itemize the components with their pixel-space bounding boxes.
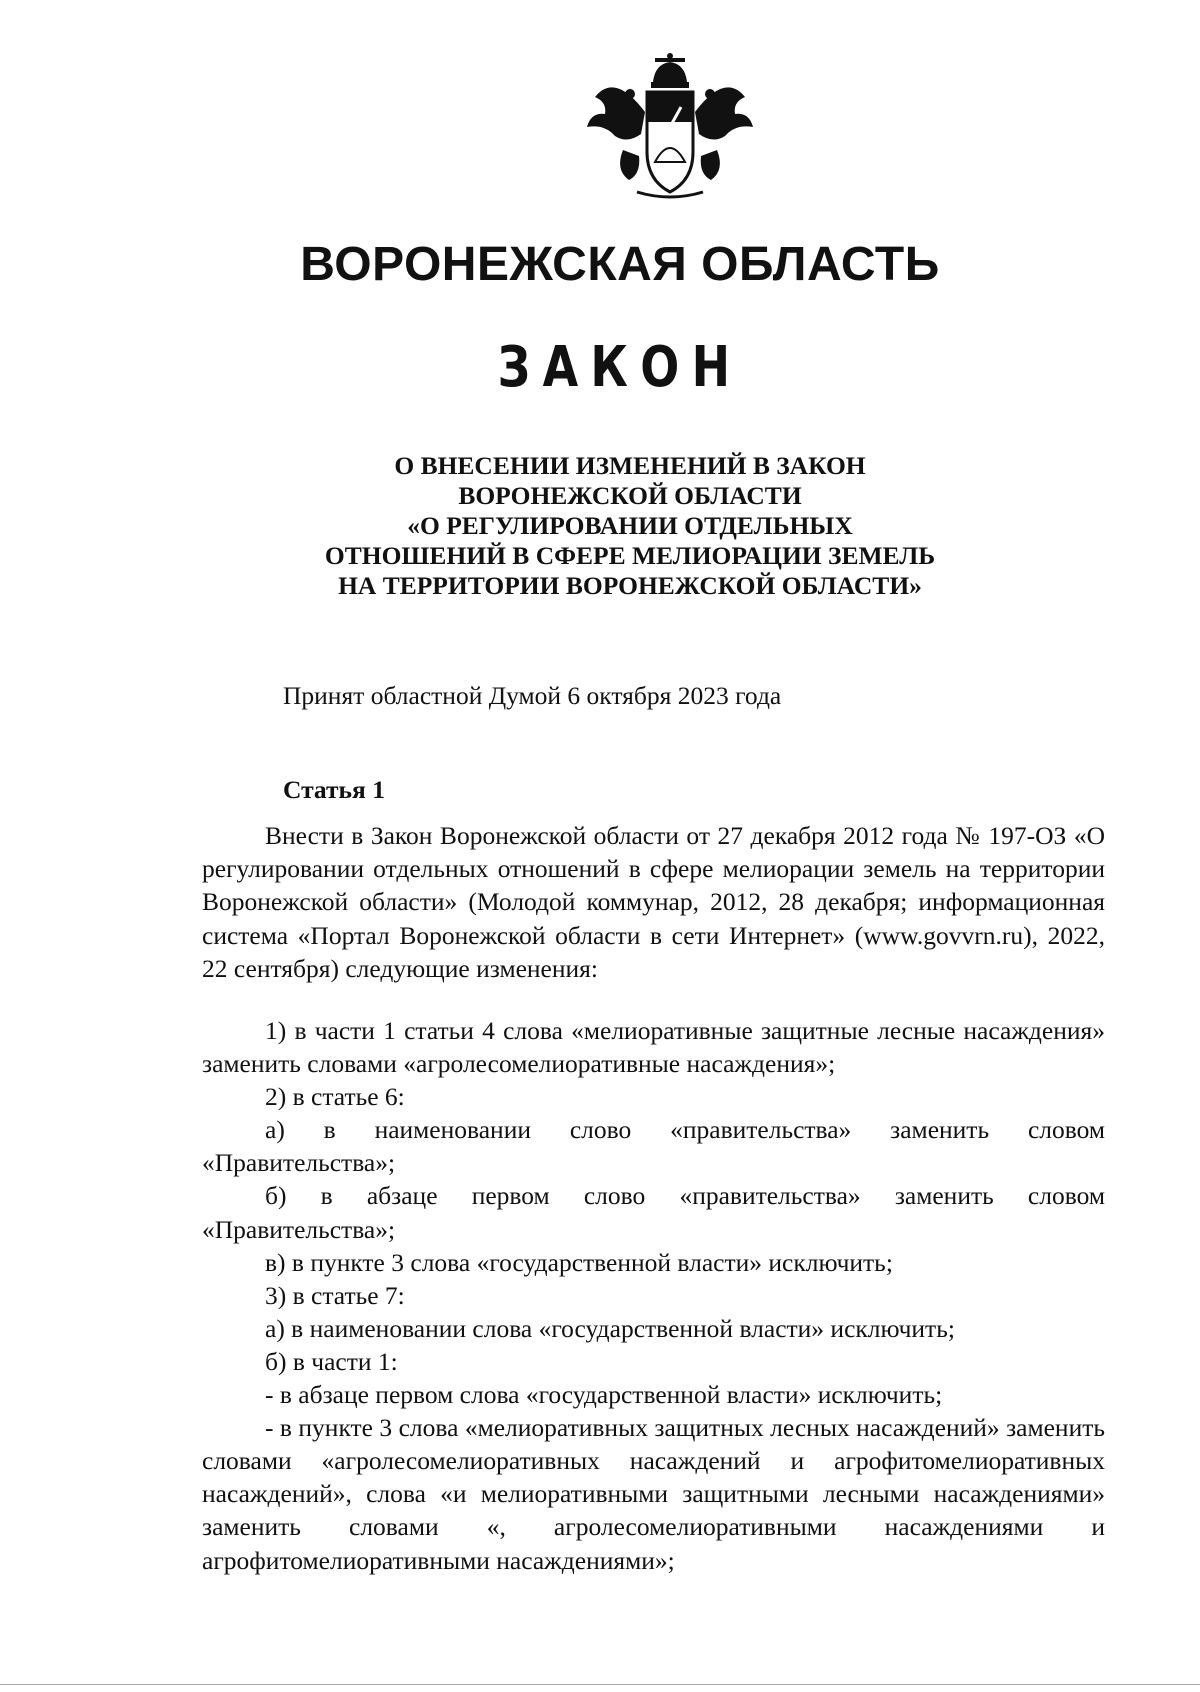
- list-item: 3) в статье 7:: [265, 1280, 405, 1310]
- coat-of-arms-icon: [575, 52, 765, 202]
- article-heading: Статья 1: [283, 775, 385, 804]
- document-type-title: ЗАКОН: [497, 335, 743, 400]
- adoption-note: Принят областной Думой 6 октября 2023 года: [283, 681, 782, 710]
- list-item: в) в пункте 3 слова «государственной власти» исключить;: [265, 1247, 893, 1277]
- list-item: - в пункте 3 слова «мелиоративных защитных лесных насаждений» заменить словами «агролесомелиоративных насаждений и агрофитомелиоративных насаждений», слова «и мелиоративными защитными лесными насаждениями» заменить словами «, агролесомелиоративными насаждениями и агрофитомелиоративными насаждениями»;: [202, 1413, 1105, 1575]
- list-item: а) в наименовании слово «правительства» заменить словом «Правительства»;: [202, 1115, 1105, 1178]
- law-title-line: ОТНОШЕНИЙ В СФЕРЕ МЕЛИОРАЦИИ ЗЕМЕЛЬ: [324, 541, 936, 570]
- list-item: б) в части 1:: [265, 1346, 398, 1376]
- list-item: - в абзаце первом слова «государственной власти» исключить;: [265, 1380, 943, 1410]
- amendment-list: [202, 1014, 1105, 1577]
- law-title-line: О ВНЕСЕНИИ ИЗМЕНЕНИЙ В ЗАКОН: [394, 451, 866, 480]
- page-bottom-edge: [0, 1684, 1200, 1685]
- law-title: [200, 451, 1060, 601]
- list-item: а) в наименовании слова «государственной власти» исключить;: [265, 1313, 955, 1343]
- region-title: ВОРОНЕЖСКАЯ ОБЛАСТЬ: [300, 238, 940, 291]
- list-item: 2) в статье 6:: [265, 1082, 405, 1112]
- law-title-line: ВОРОНЕЖСКОЙ ОБЛАСТИ: [458, 481, 802, 510]
- law-title-line: «О РЕГУЛИРОВАНИИ ОТДЕЛЬНЫХ: [407, 511, 853, 540]
- article-intro-block: [202, 819, 1105, 985]
- list-item: 1) в части 1 статьи 4 слова «мелиоративные защитные лесные насаждения» заменить словами «агролесомелиоративные насаждения»;: [202, 1016, 1105, 1079]
- article-intro-paragraph: Внести в Закон Воронежской области от 27 декабря 2012 года № 197-ОЗ «О регулировании отдельных отношений в сфере мелиорации земель на территории Воронежской области» (Молодой коммунар, 2012, 28 декабря; информационная система «Портал Воронежской области в сети Интернет» (www.govvrn.ru), 2022, 22 сентября) следующие изменения:: [202, 821, 1105, 983]
- list-item: б) в абзаце первом слово «правительства» заменить словом «Правительства»;: [202, 1181, 1105, 1244]
- law-title-line: НА ТЕРРИТОРИИ ВОРОНЕЖСКОЙ ОБЛАСТИ»: [338, 571, 922, 600]
